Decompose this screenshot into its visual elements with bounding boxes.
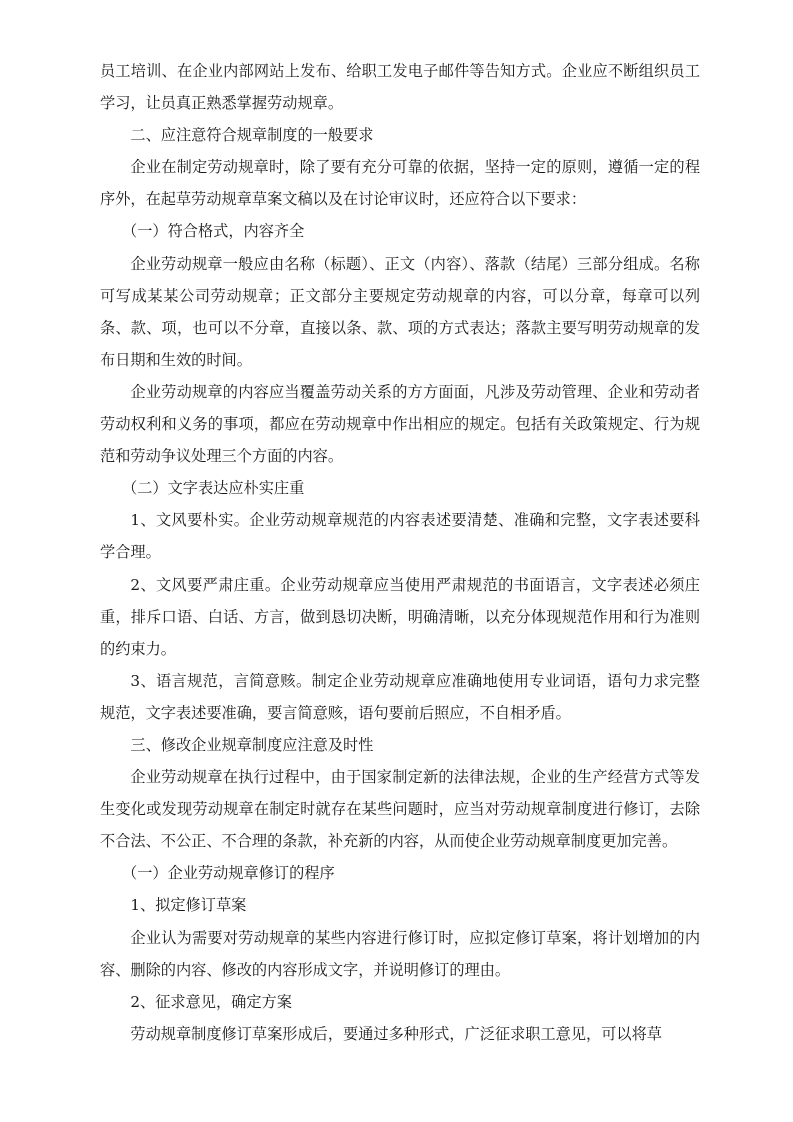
paragraph: 企业劳动规章的内容应当覆盖劳动关系的方方面面，凡涉及劳动管理、企业和劳动者劳动权利和义务的事项，都应在劳动规章中作出相应的规定。包括有关政策规定、行为规范和劳动争议处理三个方面的内容。 bbox=[100, 382, 700, 466]
section-heading: 二、应注意符合规章制度的一般要求 bbox=[130, 126, 374, 145]
subsection-heading: （二）文字表达应朴实庄重 bbox=[122, 479, 305, 498]
subsection-heading: （一）符合格式，内容齐全 bbox=[122, 222, 305, 241]
item-heading: 1、拟定修订草案 bbox=[130, 896, 247, 915]
paragraph: 企业劳动规章一般应由名称（标题）、正文（内容）、落款（结尾）三部分组成。名称可写成某某公司劳动规章；正文部分主要规定劳动规章的内容，可以分章，每章可以列条、款、项，也可以不分章，直接以条、款、项的方式表达；落款主要写明劳动规章的发布日期和生效的时间。 bbox=[100, 254, 700, 369]
paragraph: 2、文风要严肃庄重。企业劳动规章应当使用严肃规范的书面语言，文字表述必须庄重，排斥口语、白话、方言，做到恳切决断，明确清晰，以充分体现规范作用和行为准则的约束力。 bbox=[100, 575, 700, 658]
paragraph: 1、文风要朴实。企业劳动规章规范的内容表述要清楚、准确和完整，文字表述要科学合理。 bbox=[100, 511, 700, 562]
item-heading: 2、征求意见，确定方案 bbox=[130, 992, 292, 1011]
paragraph: 劳动规章制度修订草案形成后，要通过多种形式，广泛征求职工意见，可以将草 bbox=[130, 1024, 662, 1043]
section-heading: 三、修改企业规章制度应注意及时性 bbox=[130, 735, 374, 754]
paragraph: 3、语言规范，言简意赅。制定企业劳动规章应准确地使用专业词语，语句力求完整规范，文字表述要准确，要言简意赅，语句要前后照应，不自相矛盾。 bbox=[100, 671, 700, 722]
paragraph: 企业在制定劳动规章时，除了要有充分可靠的依据，坚持一定的原则，遵循一定的程序外，在起草劳动规章草案文稿以及在讨论审议时，还应符合以下要求： bbox=[100, 158, 700, 209]
paragraph: 员工培训、在企业内部网站上发布、给职工发电子邮件等告知方式。企业应不断组织员工学习，让员真正熟悉掌握劳动规章。 bbox=[100, 62, 700, 113]
document-page bbox=[100, 55, 700, 1050]
paragraph: 企业劳动规章在执行过程中，由于国家制定新的法律法规，企业的生产经营方式等发生变化或发现劳动规章在制定时就存在某些问题时，应当对劳动规章制度进行修订，去除不合法、不公正、不合理的条款，补充新的内容，从而使企业劳动规章制度更加完善。 bbox=[100, 768, 700, 851]
paragraph: 企业认为需要对劳动规章的某些内容进行修订时，应拟定修订草案，将计划增加的内容、删除的内容、修改的内容形成文字，并说明修订的理由。 bbox=[100, 928, 700, 979]
subsection-heading: （一）企业劳动规章修订的程序 bbox=[122, 864, 335, 883]
